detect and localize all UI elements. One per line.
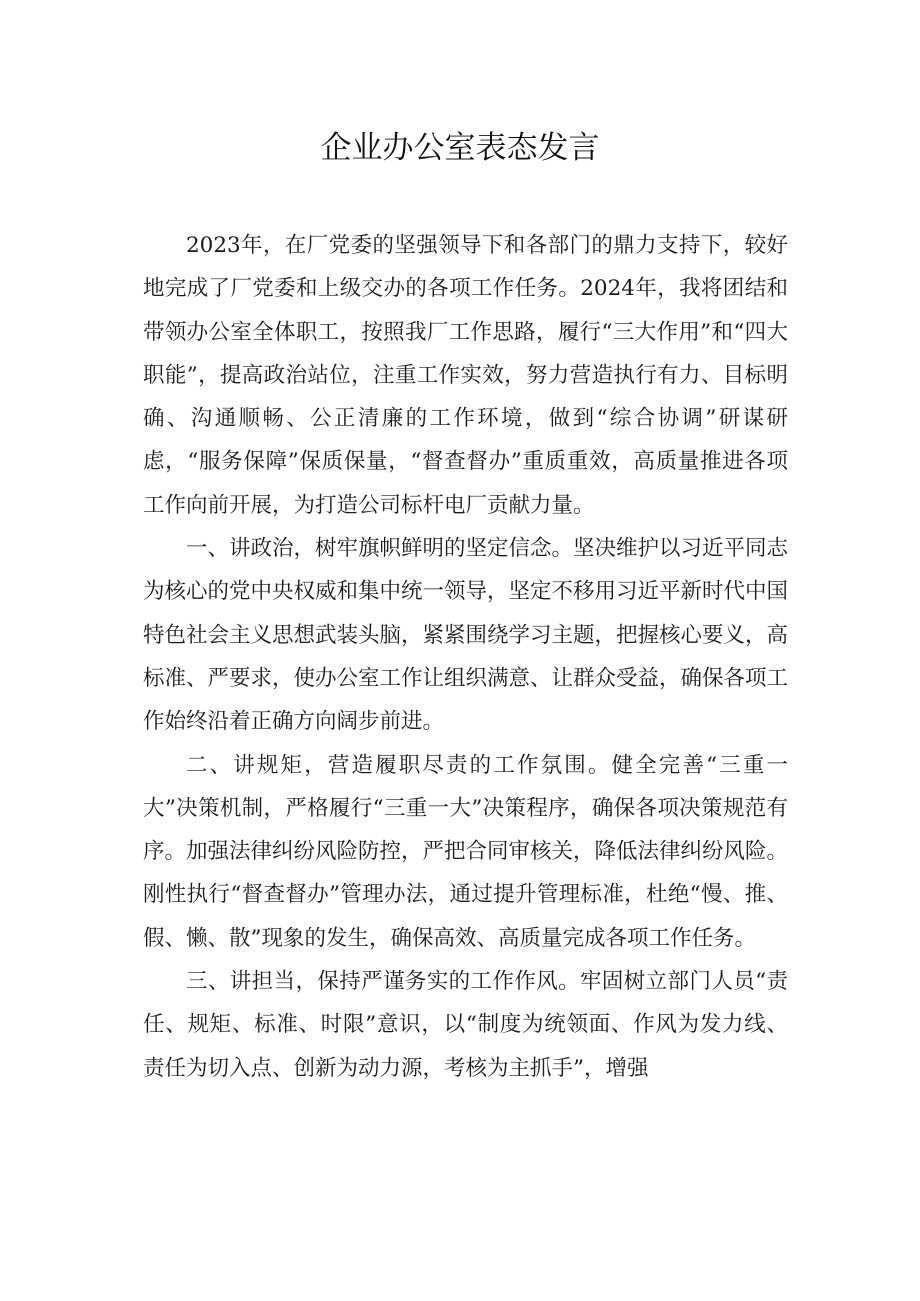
paragraph-responsibility: 三、讲担当，保持严谨务实的工作作风。牢固树立部门人员“责任、规矩、标准、时限”意识，以“制度为统领面、作风为发力线、责任为切入点、创新为动力源，考核为主抓手”，增强 bbox=[143, 969, 788, 1081]
paragraph-intro: 2023年，在厂党委的坚强领导下和各部门的鼎力支持下，较好地完成了厂党委和上级交办的各项工作任务。2024年，我将团结和带领办公室全体职工，按照我厂工作思路，履行“三大作用”和“四大职能”，提高政治站位，注重工作实效，努力营造执行有力、目标明确、沟通顺畅、公正清廉的工作环境，做到“综合协调”研谋研虑，“服务保障”保质保量，“督查督办”重质重效，高质量推进各项工作向前开展，为打造公司标杆电厂贡献力量。 bbox=[143, 233, 788, 518]
document-body bbox=[143, 224, 788, 1090]
paragraph-politics: 一、讲政治，树牢旗帜鲜明的坚定信念。坚决维护以习近平同志为核心的党中央权威和集中统一领导，坚定不移用习近平新时代中国特色社会主义思想武装头脑，紧紧围绕学习主题，把握核心要义，高标准、严要求，使办公室工作让组织满意、让群众受益，确保各项工作始终沿着正确方向阔步前进。 bbox=[143, 536, 789, 735]
document-title: 企业办公室表态发言 bbox=[320, 130, 600, 166]
paragraph-rules: 二、讲规矩，营造履职尽责的工作氛围。健全完善“三重一大”决策机制，严格履行“三重一大”决策程序，确保各项决策规范有序。加强法律纠纷风险防控，严把合同审核关，降低法律纠纷风险。刚性执行“督查督办”管理办法，通过提升管理标准，杜绝“慢、推、假、懒、散”现象的发生，确保高效、高质量完成各项工作任务。 bbox=[143, 752, 789, 951]
